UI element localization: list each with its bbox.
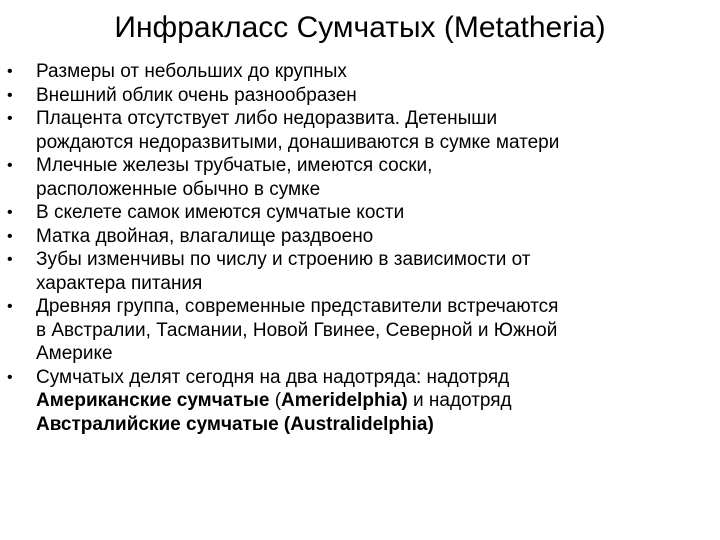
bullet-list	[0, 60, 720, 436]
bullet-text: В скелете самок имеются сумчатые кости	[36, 202, 405, 223]
bullet-item-teeth	[0, 248, 720, 295]
bullet-icon: •	[7, 86, 13, 104]
bullet-text-line: Зубы изменчивы по числу и строению в зависимости от	[36, 249, 531, 270]
slide-title: Инфракласс Сумчатых (Metatheria)	[114, 11, 606, 44]
bullet-text-line	[36, 389, 712, 413]
latin-name-ameridelphia: Ameridelphia)	[281, 390, 408, 411]
bullet-text-line	[36, 413, 712, 437]
bullet-item-size	[0, 60, 720, 84]
bullet-item-placenta	[0, 107, 720, 154]
bullet-icon: •	[7, 63, 13, 80]
bullet-text: Матка двойная, влагалище раздвоено	[36, 225, 374, 247]
bullet-item-appearance	[0, 84, 720, 108]
bullet-icon: •	[7, 204, 13, 221]
bullet-icon: •	[7, 227, 13, 245]
bullet-text: Внешний облик очень разнообразен	[36, 84, 357, 106]
bullet-text-line: Сумчатых делят сегодня на два надотряда: надотряд	[36, 366, 510, 388]
bullet-icon: •	[7, 251, 13, 268]
superorder-name-australian: Австралийские сумчатые (Australidelphia)	[36, 413, 434, 435]
bullet-text-line: Древняя группа, современные представители встречаются	[36, 296, 559, 317]
bullet-icon: •	[7, 157, 13, 174]
bullet-item-superorders	[0, 366, 720, 437]
bullet-text-line: характера питания	[36, 272, 203, 294]
bullet-item-skeleton	[0, 201, 720, 225]
bullet-item-uterus	[0, 225, 720, 249]
bullet-text-line: Плацента отсутствует либо недоразвита. Детеныши	[36, 108, 498, 129]
bullet-icon: •	[7, 110, 13, 127]
text-fragment: и надотряд	[407, 390, 512, 411]
bullet-icon: •	[7, 298, 13, 315]
bullet-text-line: рождаются недоразвитыми, донашиваются в сумке матери	[36, 131, 560, 153]
text-fragment: (	[269, 390, 282, 411]
bullet-text-line: Америке	[36, 343, 113, 364]
bullet-icon: •	[7, 368, 13, 386]
bullet-text: Размеры от небольших до крупных	[36, 61, 347, 82]
bullet-text-line: в Австралии, Тасмании, Новой Гвинее, Северной и Южной	[36, 319, 558, 341]
superorder-name-american: Американские сумчатые	[36, 390, 270, 411]
bullet-text-line: расположенные обычно в сумке	[36, 178, 321, 200]
bullet-text-line: Млечные железы трубчатые, имеются соски,	[36, 155, 433, 176]
bullet-item-distribution	[0, 295, 720, 366]
bullet-item-mammary-glands	[0, 154, 720, 201]
